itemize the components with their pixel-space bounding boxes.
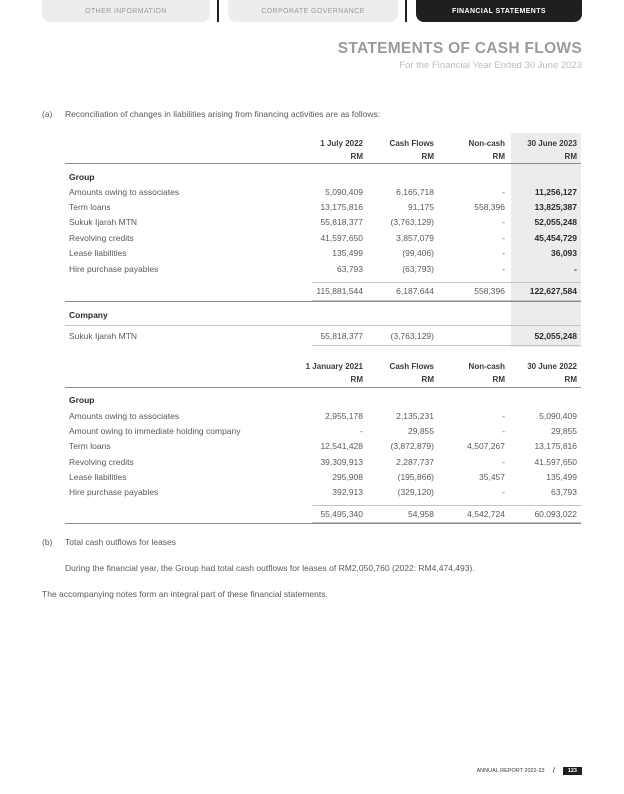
t1-header-col4-date: 30 June 2023 [527, 139, 577, 148]
t2-header-col2 [390, 360, 434, 386]
cell: 392,913 [332, 487, 363, 497]
cell: - [502, 248, 505, 258]
cell: 135,499 [332, 248, 363, 258]
t2-header-col3-unit: RM [492, 375, 505, 384]
row-label: Amount owing to immediate holding company [69, 426, 241, 436]
tab-other-information[interactable]: OTHER INFORMATION [42, 0, 210, 22]
page-subtitle: For the Financial Year Ended 30 June 2023 [399, 60, 582, 71]
tab-divider [217, 0, 219, 22]
t2-header-col1-date: 1 January 2021 [305, 362, 363, 371]
table-row [69, 217, 581, 232]
cell: (99,406) [402, 248, 434, 258]
cell: 63,793 [337, 264, 363, 274]
total-cell: 558,396 [474, 286, 505, 296]
cell: 13,175,816 [320, 202, 363, 212]
cell: (3,872,879) [390, 441, 434, 451]
tab-financial-statements[interactable]: FINANCIAL STATEMENTS [416, 0, 582, 22]
table-row [69, 411, 581, 426]
cell: 13,175,816 [534, 441, 577, 451]
t1-header-col1-unit: RM [350, 152, 363, 161]
cell: 558,396 [474, 202, 505, 212]
closing-note: The accompanying notes form an integral part of these financial statements. [42, 589, 328, 599]
cell: - [502, 233, 505, 243]
cell: 13,825,387 [534, 202, 577, 212]
table-total-row [69, 286, 581, 301]
t2-group-label: Group [69, 395, 95, 405]
t1-header-col2-unit: RM [421, 152, 434, 161]
t1-company-bottom-rule [312, 345, 581, 346]
cell: - [502, 411, 505, 421]
table-row [69, 248, 581, 263]
row-label: Hire purchase payables [69, 487, 159, 497]
note-b-heading: Total cash outflows for leases [65, 537, 177, 547]
t2-section-rule [65, 523, 581, 524]
cell: 63,793 [551, 487, 577, 497]
t1-header-col2-label: Cash Flows [389, 139, 434, 148]
t2-header-col3 [469, 360, 505, 386]
row-label: Revolving credits [69, 457, 134, 467]
cell: 4,507,267 [467, 441, 505, 451]
t1-group-label: Group [69, 172, 95, 182]
cell: - [502, 487, 505, 497]
cell: 52,055,248 [534, 217, 577, 227]
note-a-marker: (a) [42, 109, 53, 119]
t2-header-col2-label: Cash Flows [389, 362, 434, 371]
t1-section-rule [65, 301, 581, 302]
t2-header-col2-unit: RM [421, 375, 434, 384]
t1-header-col2 [390, 137, 434, 163]
t2-header-col1-unit: RM [350, 375, 363, 384]
t1-header-col1 [320, 137, 363, 163]
total-cell: 4,542,724 [467, 509, 505, 519]
page-number: 123 [563, 767, 582, 775]
cell: 3,857,079 [396, 233, 434, 243]
t1-subtotal-rule [312, 282, 581, 283]
cell: 29,855 [551, 426, 577, 436]
note-b-marker: (b) [42, 537, 53, 547]
cell: 12,541,428 [320, 441, 363, 451]
table-row [69, 233, 581, 248]
cell: - [502, 217, 505, 227]
cell: 41,597,650 [534, 457, 577, 467]
total-cell: 6,187,644 [396, 286, 434, 296]
table-row [69, 472, 581, 487]
tab-divider [405, 0, 407, 22]
cell: - [502, 426, 505, 436]
cell: 5,090,409 [325, 187, 363, 197]
table-row [69, 331, 581, 346]
cell: (195,866) [397, 472, 434, 482]
row-label: Term loans [69, 441, 111, 451]
cell: (63,793) [402, 264, 434, 274]
table-row [69, 426, 581, 441]
t1-header-col1-date: 1 July 2022 [320, 139, 363, 148]
tab-corporate-governance[interactable]: CORPORATE GOVERNANCE [228, 0, 398, 22]
t2-header-col4 [527, 360, 577, 386]
row-label: Lease liabilities [69, 248, 127, 258]
cell: (3,763,129) [390, 217, 434, 227]
table-row [69, 487, 581, 502]
cell: 52,055,248 [534, 331, 577, 341]
cell: 2,135,231 [396, 411, 434, 421]
t1-header-col4-unit: RM [564, 152, 577, 161]
cell: 2,287,737 [396, 457, 434, 467]
page-title: STATEMENTS OF CASH FLOWS [337, 40, 582, 57]
t2-header-col1 [306, 360, 363, 386]
t1-company-label: Company [69, 310, 108, 320]
cell: 36,093 [551, 248, 577, 258]
t2-subtotal-rule [312, 505, 581, 506]
report-name: ANNUAL REPORT 2022-23 [476, 767, 545, 774]
t1-header-col3-label: Non-cash [468, 139, 505, 148]
note-a-text: Reconciliation of changes in liabilities arising from financing activities are as follows: [65, 109, 381, 119]
cell: (329,120) [397, 487, 434, 497]
cell: - [574, 264, 577, 274]
row-label: Revolving credits [69, 233, 134, 243]
t1-company-rule [65, 325, 581, 326]
table-row [69, 264, 581, 279]
cell: 45,454,729 [534, 233, 577, 243]
cell: 39,309,913 [320, 457, 363, 467]
cell: 55,818,377 [320, 331, 363, 341]
row-label: Amounts owing to associates [69, 187, 180, 197]
cell: 2,955,178 [325, 411, 363, 421]
cell: 55,818,377 [320, 217, 363, 227]
cell: 6,165,718 [396, 187, 434, 197]
note-b-text: During the financial year, the Group had total cash outflows for leases of RM2,050,760 (2022: RM4,474,493). [65, 563, 475, 573]
row-label: Lease liabilities [69, 472, 127, 482]
t2-header-col4-unit: RM [564, 375, 577, 384]
footer-slash: / [552, 766, 555, 775]
table-row [69, 202, 581, 217]
total-cell: 115,881,544 [316, 286, 363, 296]
t1-header-col4 [527, 137, 577, 163]
t1-header-col3 [469, 137, 505, 163]
table-row [69, 457, 581, 472]
total-cell: 54,958 [408, 509, 434, 519]
cell: - [360, 426, 363, 436]
row-label: Sukuk Ijarah MTN [69, 217, 138, 227]
cell: - [502, 187, 505, 197]
cell: 35,457 [479, 472, 505, 482]
cell: 91,175 [408, 202, 434, 212]
cell: 135,499 [546, 472, 577, 482]
cell: 41,597,650 [320, 233, 363, 243]
total-cell: 122,627,584 [529, 286, 577, 296]
row-label: Sukuk Ijarah MTN [69, 331, 138, 341]
t2-header-col4-date: 30 June 2022 [527, 362, 577, 371]
table-row [69, 187, 581, 202]
t2-header-rule [65, 387, 581, 388]
total-cell: 60,093,022 [534, 509, 577, 519]
cell: 5,090,409 [539, 411, 577, 421]
cell: (3,763,129) [390, 331, 434, 341]
total-cell: 55,495,340 [320, 509, 363, 519]
row-label: Hire purchase payables [69, 264, 159, 274]
cell: - [502, 457, 505, 467]
t2-header-col3-label: Non-cash [468, 362, 505, 371]
table-row [69, 441, 581, 456]
row-label: Term loans [69, 202, 111, 212]
t1-header-col3-unit: RM [492, 152, 505, 161]
row-label: Amounts owing to associates [69, 411, 180, 421]
cell: 29,855 [408, 426, 434, 436]
page-footer [477, 766, 583, 775]
cell: 295,908 [332, 472, 363, 482]
cell: 11,256,127 [534, 187, 577, 197]
cell: - [502, 264, 505, 274]
t1-header-rule [65, 163, 581, 164]
